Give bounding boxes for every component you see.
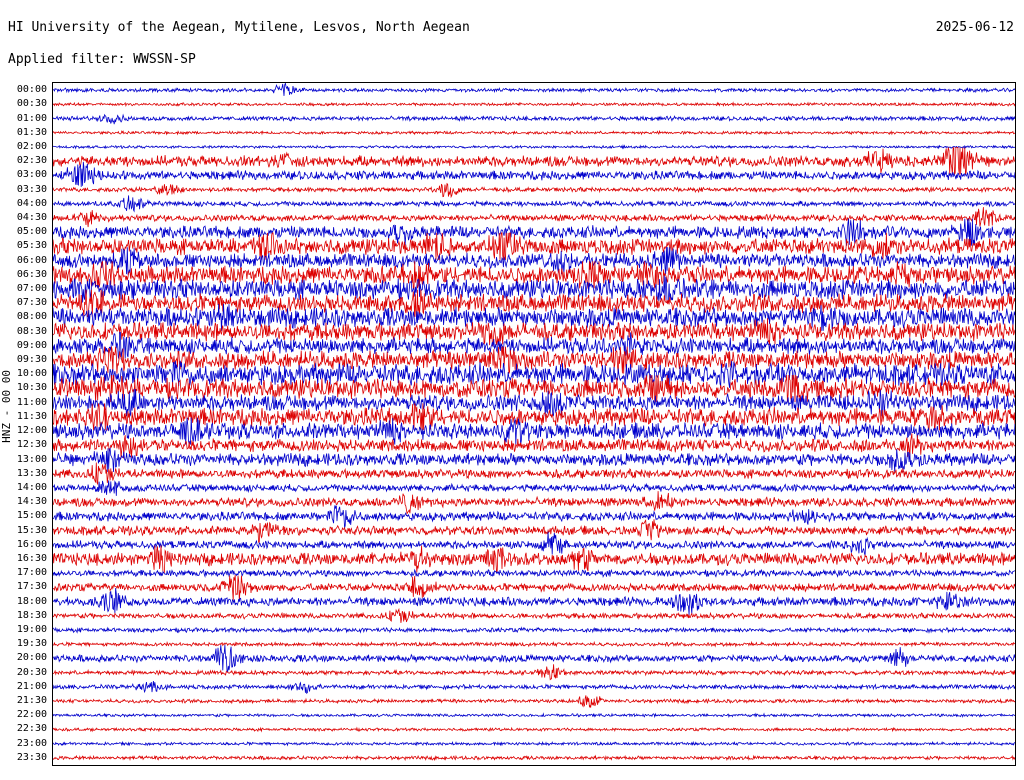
time-label: 16:30 [16, 552, 47, 564]
applied-filter-label: Applied filter: WWSSN-SP [8, 52, 196, 67]
trace-row-04:30 [53, 207, 1015, 227]
page-title: HI University of the Aegean, Mytilene, Lesvos, North Aegean [8, 20, 470, 35]
trace-row-18:30 [53, 609, 1015, 623]
trace-row-15:00 [53, 505, 1015, 528]
trace-canvas [53, 83, 1015, 765]
time-label: 11:30 [16, 410, 47, 422]
record-date: 2025-06-12 [935, 20, 1014, 35]
trace-row-03:30 [53, 184, 1015, 197]
trace-row-21:00 [53, 681, 1015, 693]
time-label: 04:00 [16, 197, 47, 209]
time-label: 01:00 [16, 112, 47, 124]
trace-row-23:00 [53, 742, 1015, 745]
time-label: 10:00 [16, 368, 47, 380]
time-label: 14:30 [16, 496, 47, 508]
trace-row-21:30 [53, 695, 1015, 707]
time-label: 14:00 [16, 481, 47, 493]
time-label: 16:00 [16, 538, 47, 550]
time-label: 22:00 [16, 709, 47, 721]
trace-row-05:00 [53, 219, 1015, 246]
trace-row-20:00 [53, 645, 1015, 672]
time-label: 06:00 [16, 254, 47, 266]
trace-row-00:30 [53, 103, 1015, 106]
trace-row-22:30 [53, 728, 1015, 731]
time-label: 18:00 [16, 595, 47, 607]
time-label: 20:00 [16, 652, 47, 664]
time-label: 03:30 [16, 183, 47, 195]
time-label: 21:30 [16, 695, 47, 707]
trace-row-20:30 [53, 664, 1015, 679]
trace-row-23:30 [53, 756, 1015, 760]
trace-row-13:30 [53, 463, 1015, 485]
time-label: 04:30 [16, 211, 47, 223]
trace-row-06:00 [53, 247, 1015, 274]
time-label: 05:30 [16, 240, 47, 252]
time-label: 13:30 [16, 467, 47, 479]
trace-row-00:00 [53, 83, 1015, 96]
trace-row-22:00 [53, 714, 1015, 717]
time-label: 19:00 [16, 624, 47, 636]
time-label: 11:00 [16, 396, 47, 408]
time-label: 05:00 [16, 226, 47, 238]
trace-row-17:00 [53, 570, 1015, 577]
time-label: 19:30 [16, 638, 47, 650]
trace-row-02:30 [53, 148, 1015, 175]
time-label: 03:00 [16, 169, 47, 181]
trace-row-17:30 [53, 575, 1015, 601]
trace-row-01:30 [53, 131, 1015, 134]
time-label: 08:00 [16, 311, 47, 323]
trace-row-16:30 [53, 546, 1015, 573]
time-label: 22:30 [16, 723, 47, 735]
trace-row-13:00 [53, 448, 1015, 472]
trace-row-14:30 [53, 491, 1015, 513]
time-label: 00:00 [16, 84, 47, 96]
time-label: 09:30 [16, 354, 47, 366]
time-label: 10:30 [16, 382, 47, 394]
time-label: 18:30 [16, 609, 47, 621]
time-label: 23:00 [16, 737, 47, 749]
time-label: 00:30 [16, 98, 47, 110]
time-label: 12:30 [16, 439, 47, 451]
time-label: 02:30 [16, 155, 47, 167]
time-label: 15:30 [16, 524, 47, 536]
time-label: 07:00 [16, 283, 47, 295]
trace-row-14:00 [53, 480, 1015, 495]
time-label: 13:00 [16, 453, 47, 465]
time-axis-labels [0, 82, 50, 766]
trace-row-16:00 [53, 532, 1015, 556]
time-label: 15:00 [16, 510, 47, 522]
trace-row-02:00 [53, 146, 1015, 149]
time-label: 08:30 [16, 325, 47, 337]
time-label: 23:30 [16, 751, 47, 763]
time-label: 02:00 [16, 140, 47, 152]
trace-row-12:00 [53, 418, 1015, 445]
time-label: 17:30 [16, 581, 47, 593]
time-label: 01:30 [16, 126, 47, 138]
y-axis-label: HNZ - 00 00 [0, 370, 13, 443]
trace-row-03:00 [53, 162, 1015, 187]
time-label: 17:00 [16, 567, 47, 579]
time-label: 20:30 [16, 666, 47, 678]
trace-row-15:30 [53, 519, 1015, 542]
trace-row-04:00 [53, 195, 1015, 211]
trace-row-19:00 [53, 628, 1015, 633]
trace-row-18:00 [53, 588, 1015, 615]
trace-row-01:00 [53, 115, 1015, 124]
helicorder-plot [52, 82, 1016, 766]
time-label: 21:00 [16, 680, 47, 692]
time-label: 12:00 [16, 425, 47, 437]
time-label: 09:00 [16, 339, 47, 351]
trace-row-19:30 [53, 642, 1015, 646]
time-label: 07:30 [16, 297, 47, 309]
time-label: 06:30 [16, 268, 47, 280]
